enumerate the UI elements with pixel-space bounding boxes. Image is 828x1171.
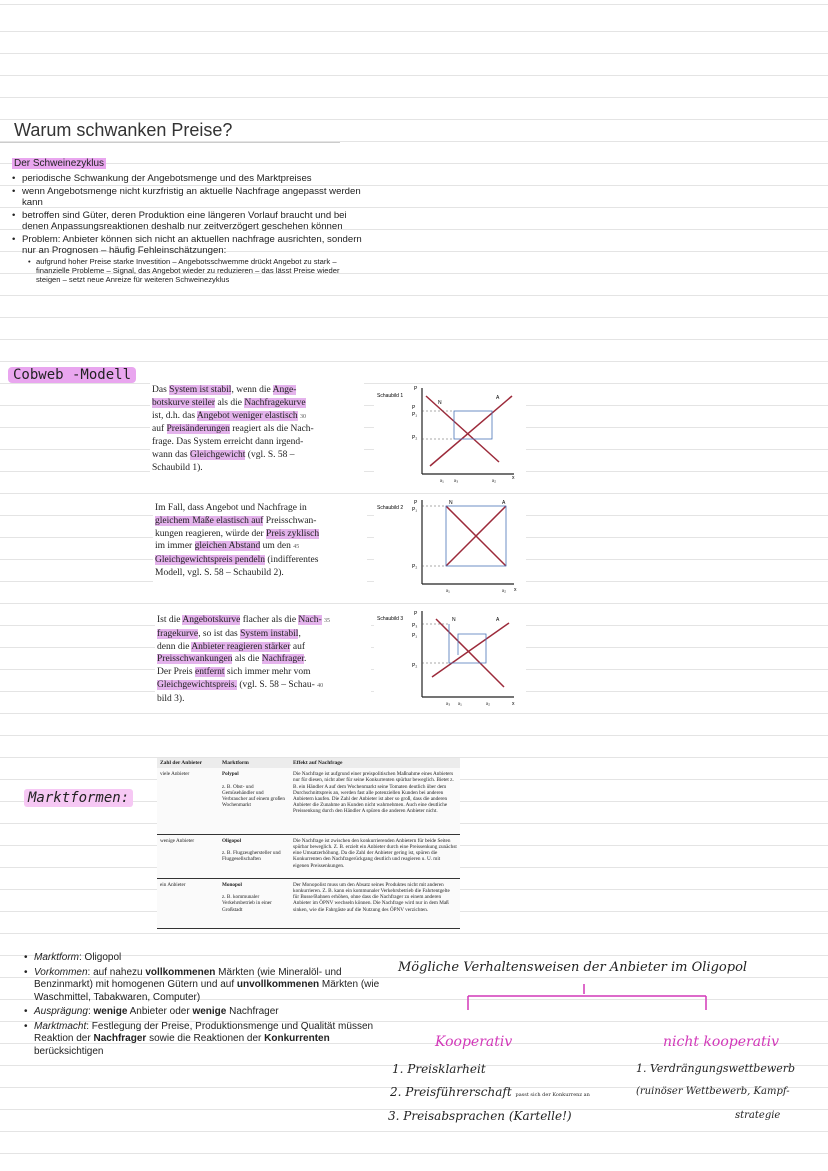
p-tick: P₁ [412, 633, 418, 639]
p-tick: P₁ [412, 507, 418, 513]
p-tick: P [412, 405, 416, 411]
title-underline [0, 142, 340, 143]
list-item: • Marktmacht: Festlegung der Preise, Produktionsmenge und Qualität müssen Reaktion der Nachfrager sowie die Reaktionen der Konkurrenten berücksichtigen [34, 1021, 382, 1059]
text-line: Preisschwankungen als die Nachfrager. [157, 654, 307, 665]
x-tick: x₃ [454, 478, 459, 483]
col-header: Effekt auf Nachfrage [290, 758, 460, 768]
page-title: Warum schwanken Preise? [14, 120, 233, 140]
text-line: ist, d.h. das Angebot weniger elastisch 30 [152, 410, 307, 421]
table-row: ein Anbieter Monopol z. B. kommunaler Verkehrsbetrieb in einer Großstadt Der Monopolist muss um den Absatz seines Produktes nicht mit anderen konkurrieren. Z. B. kann ein kommunaler Verkehrsbetrieb die Fahrtentgelte für Busse/Bahnen erhöhen, ohne dass die Nachfrager zu einem anderen Anbieter im ÖPNV wechseln können. Die Nachfrage wird nur in dem Maß sinken, wie die Fahrgäste auf die Nutzung des ÖPNV verzichten. [157, 878, 460, 928]
axis-x-label: x [514, 587, 517, 593]
x-tick: x₂ [492, 478, 496, 483]
table-row: viele Anbieter Polypol z. B. Obst- und Gemüsehändler und Verbraucher auf einem großen Wochenmarkt Die Nachfrage ist aufgrund einer preispolitischen Maßnahme eines Anbieters nur für diesen, nicht aber für seine Konkurrenten spürbar beweglich. Bietet z. B. ein Händler A auf dem Wochenmarkt seine Tomaten deutlich über dem Durchschnittspreis an, werden fast alle potenziellen Kunden bei anderen Anbietern kaufen. Die Zahl der Anbieter ist aber so groß, dass die anderen Anbieter die Zunahme an Kunden nicht wahrnehmen. Auch eine deutliche Preissenkung durch den Händler A spüren die anderen Anbieter nicht. [157, 768, 460, 834]
text-line: Das System ist stabil, wenn die Ange- [152, 385, 297, 395]
p-tick: P₁ [412, 412, 418, 418]
p-tick: P₂ [412, 663, 418, 669]
x-tick: x₃ [446, 701, 451, 706]
cobweb-paragraph-3 [155, 612, 371, 708]
kooperativ-item: 2. Preisführerschaft passt sich der Konkurrenz an [390, 1085, 590, 1099]
curve-n-label: N [438, 400, 442, 406]
text-line: Im Fall, dass Angebot und Nachfrage in [155, 503, 307, 513]
subtitle-schweinezyklus: Der Schweinezyklus [14, 158, 105, 169]
cobweb-paragraph-2 [153, 500, 367, 582]
text-line: Schaubild 1). [152, 462, 203, 473]
axis-x-label: x [512, 701, 515, 707]
curve-a-label: A [496, 395, 500, 401]
p-tick: P₂ [412, 564, 418, 570]
curve-n-label: N [452, 617, 456, 623]
x-tick: x₁ [458, 701, 462, 706]
x-tick: x₂ [486, 701, 490, 706]
oligopol-list [22, 952, 382, 1060]
oligopol-diagram-title: Mögliche Verhaltensweisen der Anbieter im Oligopol [398, 960, 748, 975]
col-header: Marktform [219, 758, 290, 768]
text-line: gleichem Maße elastisch auf Preisschwan- [155, 515, 317, 526]
schaubild-label: Schaubild 2 [377, 505, 404, 511]
schaubild-3 [374, 607, 526, 709]
cobweb-path [454, 411, 492, 439]
kooperativ-item: 3. Preisabsprachen (Kartelle!) [388, 1109, 572, 1123]
kooperativ-heading: Kooperativ [435, 1034, 513, 1050]
list-item: • periodische Schwankung der Angebotsmenge und des Marktpreises [22, 173, 362, 184]
curve-a-label: A [502, 500, 506, 506]
col-header: Zahl der Anbieter [157, 758, 219, 768]
text-line: Der Preis entfernt sich immer mehr vom [157, 667, 311, 678]
sub-list-item: • aufgrund hoher Preise starke Investition – Angebotsschwemme drückt Angebot zu stark – finanzielle Probleme – Signal, das Angebot wieder zu reduzieren – das lässt Preise wieder steigen – setzt neue Anreize für weiteren Schweinezyklus [36, 257, 362, 284]
text-line: auf Preisänderungen reagiert als die Nach- [152, 424, 314, 435]
axis-x-label: x [512, 475, 515, 481]
schaubild-1 [374, 384, 526, 486]
axis-p-label: P [414, 611, 418, 617]
branch-lines [460, 984, 720, 1014]
marktformen-table [157, 758, 460, 929]
nicht-kooperativ-heading: nicht kooperativ [663, 1034, 780, 1050]
demand-curve [426, 396, 499, 462]
supply-curve [432, 623, 509, 677]
curve-n-label: N [449, 500, 453, 506]
marktformen-heading: Marktformen: [24, 789, 133, 807]
list-item: • Ausprägung: wenige Anbieter oder wenige Nachfrager [34, 1006, 382, 1019]
axis-p-label: P [414, 500, 418, 506]
text-line: im immer gleichen Abstand um den 45 [155, 541, 300, 552]
kooperativ-item: 1. Preisklarheit [392, 1062, 486, 1076]
nicht-kooperativ-item: (ruinöser Wettbewerb, Kampf- [636, 1086, 790, 1097]
demand-curve [436, 619, 504, 687]
list-item: • Marktform: Oligopol [34, 952, 382, 965]
text-line: Ist die Angebotskurve flacher als die Nach- 35 [157, 615, 331, 625]
x-tick: x₂ [502, 588, 506, 593]
x-tick: x₁ [440, 478, 444, 483]
list-item [22, 234, 362, 284]
text-line: denn die Anbieter reagieren stärker auf [157, 641, 305, 652]
schaubild-label: Schaubild 3 [377, 616, 404, 622]
schaubild-2 [374, 496, 526, 596]
cobweb-heading: Cobweb -Modell [8, 367, 136, 383]
text-line: frage. Das System erreicht dann irgend- [152, 437, 304, 448]
axis-p-label: P [414, 386, 418, 392]
curve-a-label: A [496, 617, 500, 623]
text-line: Gleichgewichtspreis. (vgl. S. 58 – Schau- 40 [157, 679, 324, 690]
text-line: botskurve steiler als die Nachfragekurve [152, 397, 306, 408]
text-line: bild 3). [157, 693, 185, 704]
schweinezyklus-list [10, 173, 362, 286]
table-row: wenige Anbieter Oligopol z. B. Flugzeughersteller und Fluggesellschaften Die Nachfrage ist zwischen den konkurrierenden Anbietern für beide Seiten spürbar beweglich. Z. B. erzielt ein Anbieter durch eine Preissenkung zunächst eine Umsatzerhöhung. Da die Zahl der Anbieter gering ist, spüren die Konkurrenten den Nachfragerückgang deutlich und reagieren u. U. mit eigenen Preissenkungen. [157, 834, 460, 878]
x-tick: x₁ [446, 588, 450, 593]
text-line: Modell, vgl. S. 58 – Schaubild 2). [155, 567, 284, 578]
schaubild-label: Schaubild 1 [377, 393, 404, 399]
list-item-text: Problem: Anbieter können sich nicht an aktuellen nachfrage ausrichten, sondern nur an Prognosen – häufig Fehleinschätzungen: [22, 234, 362, 256]
nicht-kooperativ-item: 1. Verdrängungswettbewerb [636, 1062, 796, 1075]
list-item: • Vorkommen: auf nahezu vollkommenen Märkten (wie Mineralöl- und Benzinmarkt) mit homogenen Gütern und auf unvollkommenen Märkten (wie Waschmittel, Tabakwaren, Computer) [34, 967, 382, 1005]
text-line: Gleichgewichtspreis pendeln (indifferentes [155, 555, 319, 566]
supply-curve [430, 396, 512, 466]
nicht-kooperativ-item: strategie [735, 1110, 781, 1121]
p-tick: P₃ [412, 623, 418, 629]
text-line: fragekurve, so ist das System instabil, [157, 628, 301, 639]
text-line: wann das Gleichgewicht (vgl. S. 58 – [152, 449, 295, 460]
list-item: • wenn Angebotsmenge nicht kurzfristig an aktuelle Nachfrage angepasst werden kann [22, 186, 362, 208]
p-tick: P₂ [412, 435, 418, 441]
list-item: • betroffen sind Güter, deren Produktion eine längeren Vorlauf braucht und bei denen Anpassungsreaktionen deshalb nur zeitverzögert geschehen können [22, 210, 362, 232]
cobweb-paragraph-1 [150, 382, 364, 477]
text-line: kungen reagieren, würde der Preis zyklisch [155, 528, 320, 539]
